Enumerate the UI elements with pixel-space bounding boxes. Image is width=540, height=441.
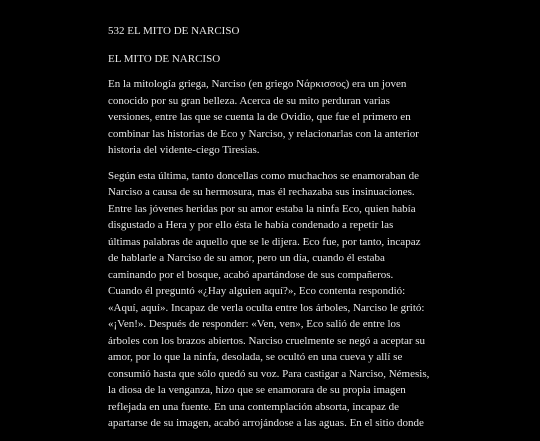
reader-content (108, 24, 438, 441)
paragraph-1: En la mitología griega, Narciso (en griego Νάρκισσος) era un joven conocido por su gran belleza. Acerca de su mito perduran varias versiones, entre las que se cuenta la de Ovidio, que fue el primero en combinar las historias de Eco y Narciso, y relacionarlas con la anterior historia del vidente-ciego Tiresias. (108, 78, 419, 156)
chapter-title: EL MITO DE NARCISO (108, 53, 221, 65)
running-header: 532 EL MITO DE NARCISO (108, 25, 240, 37)
paragraph-2: Según esta última, tanto doncellas como muchachos se enamoraban de Narciso a causa de su hermosura, mas él rechazaba sus insinuaciones. Entre las jóvenes heridas por su amor estaba la ninfa Eco, quien había disgustado a Hera y por ello ésta le había condenado a repetir las últimas palabras de aquello que se le dijera. Eco fue, por tanto, incapaz de hablarle a Narciso de su amor, pero un día, cuando él estaba caminando por el bosque, acabó apartándose de sus compañeros. Cuando él preguntó «¿Hay alguien aquí?», Eco contenta respondió: «Aquí, aquí». Incapaz de verla oculta entre los árboles, Narciso le gritó: «¡Ven!». Después de responder: «Ven, ven», Eco salió de entre los árboles con los brazos abiertos. Narciso cruelmente se negó a aceptar su amor, por lo que la ninfa, desolada, se ocultó en una cueva y allí se consumió hasta que sólo quedó su voz. Para castigar a Narciso, Némesis, la diosa de la venganza, hizo que se enamorara de su propia imagen reflejada en una fuente. En una contemplación absorta, incapaz de apartarse de su imagen, acabó arrojándose a las aguas. En el sitio donde (108, 169, 430, 429)
